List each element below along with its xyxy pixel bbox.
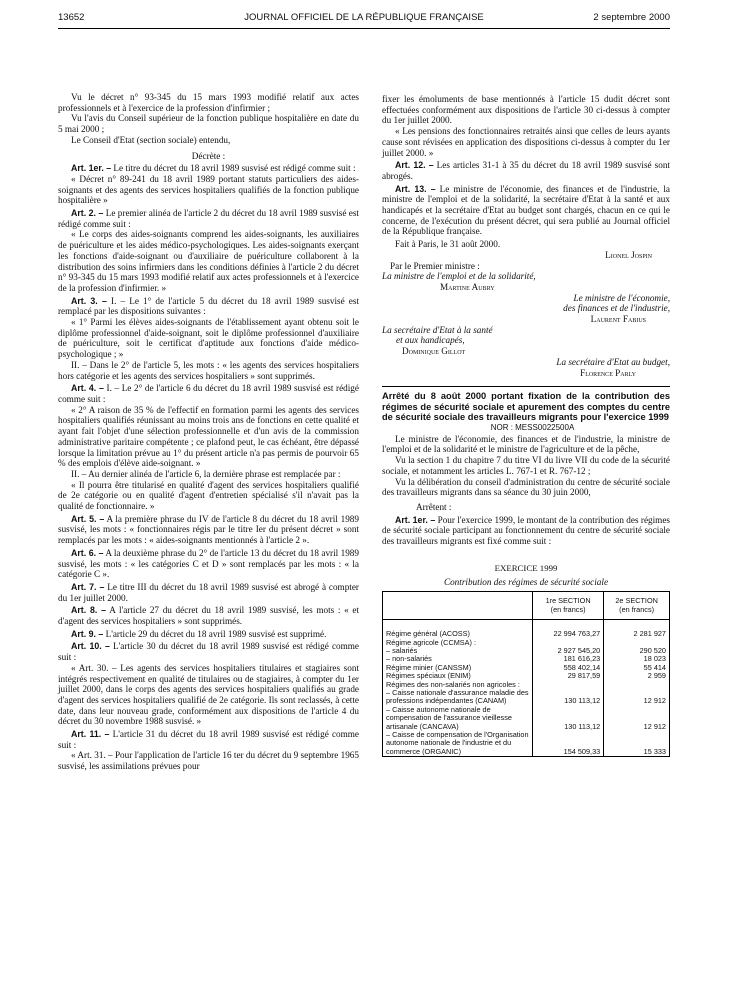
table-caption: Contribution des régimes de sécurité sociale <box>443 576 609 587</box>
table-row <box>383 706 670 731</box>
table-row <box>383 689 670 706</box>
paragraph: Vu la section 1 du chapitre 7 du titre VI du livre VII du code de la sécurité sociale, et notamment les articles L. 767-1 et R. 767-12 ; <box>382 455 670 476</box>
paragraph: II. – Dans le 2° de l'article 5, les mots : « les agents des services hospitaliers hors catégorie et les agents des services hospitaliers » sont supprimés. <box>58 359 359 381</box>
quote: « Décret n° 89-241 du 18 avril 1989 portant statuts particuliers des aides-soignants et des agents des services hospitaliers qualifiés de la fonction publique hospitalière » <box>58 173 359 206</box>
signature-name: Martine Aubry <box>440 281 495 292</box>
paragraph: Vu le décret n° 93-345 du 15 mars 1993 modifié relatif aux actes professionnels et à l'exercice de la profession d'infirmier ; <box>58 92 359 113</box>
signature-date: Fait à Paris, le 31 août 2000. <box>395 239 501 250</box>
table-cell-section-2: 18 023 <box>604 655 670 663</box>
paragraph: Vu l'avis du Conseil supérieur de la fonction publique hospitalière en date du 5 mai 2000 ; <box>58 113 359 135</box>
table-cell-section-1 <box>533 681 604 689</box>
left-column <box>58 92 359 772</box>
signature-name: Florence Parly <box>580 367 636 378</box>
table-cell-section-2: 2 959 <box>604 672 670 680</box>
table-cell-label: Régime général (ACOSS) <box>383 620 533 639</box>
article: Art. 1er. – Pour l'exercice 1999, le montant de la contribution des régimes de sécurité sociale participant au fonctionnement du centre de sécurité sociale des travailleurs migrants est fixé comme suit : <box>382 514 670 547</box>
table-header-empty <box>383 592 533 620</box>
quote: « Art. 30. – Les agents des services hospitaliers titulaires et stagiaires sont intégrés respectivement en qualité de titulaires ou de stagiaires, à compter du 1er juillet 2000, dans le corps des agents des services hospitaliers qualifiés au grade d'agent des services hospitaliers qualifié de 2e catégorie. Ils sont reclassés, à cette date, dans leur nouveau grade, conformément aux dispositions de l'article 4 du décret du 30 novembre 1988 susvisé. » <box>58 662 359 727</box>
table-cell-label: – Caisse nationale d'assurance maladie des professions indépendantes (CANAM) <box>383 689 533 706</box>
table-cell-section-2: 290 520 <box>604 647 670 655</box>
quote: « 2° A raison de 35 % de l'effectif en formation parmi les agents des services hospitaliers qualifiés réunissant au moins trois ans de fonctions en cette qualité et ayant fait l'objet d'une sélection professionnelle et d'un avis de la commission administrative paritaire compétente ; ce plafond peut, le cas échéant, être dépassé lorsque la limitation prévue au 1° du présent article n'a pas permis de pourvoir 65 % des emplois d'élève aide-soignant. » <box>58 404 359 469</box>
table-header-row <box>383 592 670 620</box>
article: Art. 3. – I. – Le 1° de l'article 5 du décret du 18 avril 1989 susvisé est remplacé par les dispositions suivantes : <box>58 295 359 317</box>
quote: « Le corps des aides-soignants comprend les aides-soignants, les auxiliaires de puériculture et les aides médico-psychologiques. Les aides-soignants exerçant les fonctions d'aide-soignant ou d'auxiliaire de puériculture collaborent à la distribution des soins infirmiers dans les conditions définies à l'article 2 du décret n° 93-345 du 15 mars 1993 modifié relatif aux actes professionnels et à l'exercice de la profession d'infirmier. » <box>58 229 359 293</box>
table-cell-label: – Caisse de compensation de l'Organisation autonome nationale de l'industrie et du commerce (ORGANIC) <box>383 731 533 757</box>
paragraph: fixer les émoluments de base mentionnés à l'article 15 dudit décret sont effectuées conformément aux dispositions de l'article 30 ci-dessus à compter du 1er juillet 2000. <box>382 94 670 126</box>
signature-title: Le ministre de l'économie, <box>573 292 670 303</box>
table-cell-section-2: 12 912 <box>604 689 670 706</box>
decrete-heading: Décrète : <box>191 150 226 161</box>
article: Art. 5. – A la première phrase du IV de l'article 8 du décret du 18 avril 1989 susvisé, les mots : « fonctionnaires régis par le titre Ier du présent décret » sont remplacés par les mots : « aides-soignants mentionnés à l'article 2 ». <box>58 513 359 546</box>
table-cell-section-1: 2 927 545,20 <box>533 647 604 655</box>
article: Art. 12. – Les articles 31-1 à 35 du décret du 18 avril 1989 susvisé sont abrogés. <box>382 160 670 181</box>
article: Art. 2. – Le premier alinéa de l'article 2 du décret du 18 avril 1989 susvisé est rédigé comme suit : <box>58 208 359 229</box>
table-cell-section-2: 15 333 <box>604 731 670 757</box>
quote: « Art. 31. – Pour l'application de l'article 16 ter du décret du 9 septembre 1965 susvisé, les assimilations prévues pour <box>58 750 359 772</box>
signature-intro: Par le Premier ministre : <box>390 260 480 271</box>
table-cell-section-1: 29 817,59 <box>533 672 604 680</box>
article: Art. 13. – Le ministre de l'économie, des finances et de l'industrie, la ministre de l'emploi et de la solidarité, la secrétaire d'Etat à la santé et aux handicapés et la secrétaire d'Etat au budget sont chargés, chacun en ce qui le concerne, de l'exécution du présent décret, qui sera publié au Journal officiel de la République française. <box>382 183 670 237</box>
table-cell-label: – salariés <box>383 647 533 655</box>
table-cell-label: – Caisse autonome nationale de compensation de l'assurance vieillesse artisanale (CANCAVA) <box>383 706 533 731</box>
journal-title: JOURNAL OFFICIEL DE LA RÉPUBLIQUE FRANÇAISE <box>244 12 484 23</box>
quote: « Il pourra être titularisé en qualité d'agent des services hospitaliers qualifié de 2e catégorie ou en qualité d'agent d'entretien spécialisé s'il n'avait pas la qualité de fonctionnaire. » <box>58 479 359 512</box>
article: Art. 4. – I. – Le 2° de l'article 6 du décret du 18 avril 1989 susvisé est rédigé comme suit : <box>58 383 359 404</box>
section-separator <box>382 386 670 387</box>
table-cell-section-2: 55 414 <box>604 664 670 672</box>
paragraph: Le ministre de l'économie, des finances et de l'industrie, la ministre de l'emploi et de la solidarité et le ministre de l'agriculture et de la pêche, <box>382 433 670 455</box>
signature-title: La secrétaire d'Etat au budget, <box>556 356 670 367</box>
article: Art. 7. – Le titre III du décret du 18 avril 1989 susvisé est abrogé à compter du 1er juillet 2000. <box>58 581 359 603</box>
nor-reference: NOR : MESS0022500A <box>490 423 575 433</box>
table-cell-label: – non-salariés <box>383 655 533 663</box>
signature-name: Laurent Fabius <box>590 314 646 325</box>
table-cell-section-1: 558 402,14 <box>533 664 604 672</box>
paragraph: « Les pensions des fonctionnaires retraités ainsi que celles de leurs ayants cause sont révisées en application des dispositions ci-dessus à compter du 1er juillet 2000. » <box>382 126 670 158</box>
article: Art. 11. – L'article 31 du décret du 18 avril 1989 susvisé est rédigé comme suit : <box>58 729 359 750</box>
paragraph: II. – Au dernier alinéa de l'article 6, la dernière phrase est remplacée par : <box>71 468 341 479</box>
table-cell-label: Régime minier (CANSSM) <box>383 664 533 672</box>
table-row <box>383 620 670 639</box>
article: Art. 9. – L'article 29 du décret du 18 avril 1989 susvisé est supprimé. <box>71 628 327 639</box>
table-cell-section-1: 181 616,23 <box>533 655 604 663</box>
page-number: 13652 <box>58 12 85 23</box>
quote: « 1° Parmi les élèves aides-soignants de l'établissement ayant obtenu soit le diplôme professionnel d'aide-soignant, soit le diplôme professionnel d'auxiliaire de puériculture, soit le certificat d'aptitude aux fonctions d'aide médico-psychologique ; » <box>58 317 359 360</box>
table-cell-label: Régime agricole (CCMSA) : <box>383 639 533 647</box>
page-header <box>58 12 670 26</box>
article: Art. 10. – L'article 30 du décret du 18 avril 1989 susvisé est rédigé comme suit : <box>58 641 359 663</box>
article: Art. 1er. – Le titre du décret du 18 avril 1989 susvisé est rédigé comme suit : <box>71 163 356 174</box>
signature-title: des finances et de l'industrie, <box>563 303 670 314</box>
table-cell-section-1: 130 113,12 <box>533 706 604 731</box>
table-cell-section-1: 22 994 763,27 <box>533 620 604 639</box>
table-row <box>383 639 670 647</box>
table-cell-section-2 <box>604 681 670 689</box>
article: Art. 6. – A la deuxième phrase du 2° de l'article 13 du décret du 18 avril 1989 susvisé, les mots : « les catégories C et D » sont remplacés par les mots : « la catégorie C ». <box>58 547 359 580</box>
right-column <box>382 94 670 757</box>
header-rule <box>58 28 670 29</box>
paragraph: Le Conseil d'Etat (section sociale) entendu, <box>71 134 231 145</box>
issue-date: 2 septembre 2000 <box>593 12 670 23</box>
table-row <box>383 731 670 757</box>
signature-title: et aux handicapés, <box>396 335 465 346</box>
arretent-heading: Arrêtent : <box>416 501 452 512</box>
table-cell-section-2: 12 912 <box>604 706 670 731</box>
signature-name: Dominique Gillot <box>402 346 466 357</box>
signature-name: Lionel Jospin <box>605 249 652 260</box>
article: Art. 8. – A l'article 27 du décret du 18 avril 1989 susvisé, les mots : « et d'agent des services hospitaliers » sont supprimés. <box>58 605 359 627</box>
table-cell-section-2: 2 281 927 <box>604 620 670 639</box>
signature-title: La secrétaire d'Etat à la santé <box>382 324 493 335</box>
table-cell-section-1: 130 113,12 <box>533 689 604 706</box>
table-cell-label: Régimes spéciaux (ENIM) <box>383 672 533 680</box>
table-cell-section-1: 154 509,33 <box>533 731 604 757</box>
contribution-table <box>382 591 670 757</box>
table-cell-label: Régimes des non-salariés non agricoles : <box>383 681 533 689</box>
table-header-section-1: 1re SECTION (en francs) <box>533 592 604 620</box>
signature-block <box>382 250 670 378</box>
arrete-title: Arrêté du 8 août 2000 portant fixation de la contribution des régimes de sécurité sociale et apurement des comptes du centre de sécurité sociale des travailleurs migrants pour l'exercice 1999 <box>382 391 670 423</box>
table-header-section-2: 2e SECTION (en francs) <box>604 592 670 620</box>
signature-title: La ministre de l'emploi et de la solidarité, <box>382 271 536 282</box>
paragraph: Vu la délibération du conseil d'administration du centre de sécurité sociale des travailleurs migrants dans sa séance du 30 juin 2000, <box>382 476 670 498</box>
exercice-heading: EXERCICE 1999 <box>494 562 558 573</box>
